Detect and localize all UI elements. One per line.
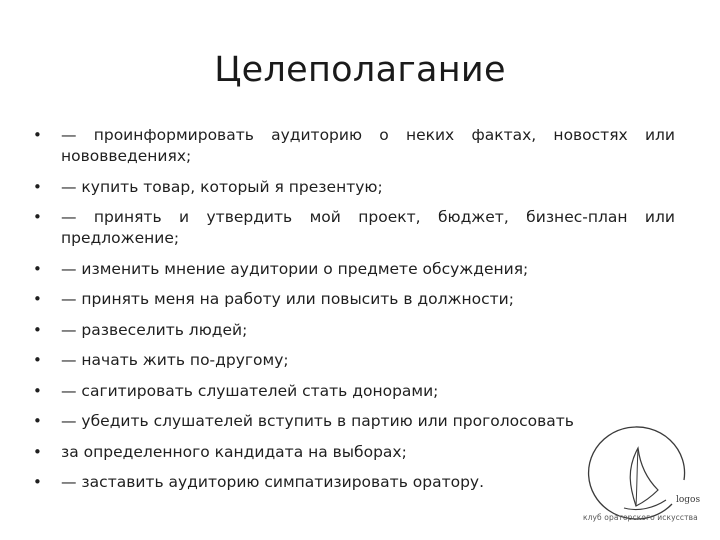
list-item [33,289,675,310]
list-item [33,381,675,402]
list-item-text: — сагитировать слушателей стать донорами; [61,381,439,400]
list-item-text: — изменить мнение аудитории о предмете обсуждения; [61,259,529,278]
sail-circle-logo-icon [580,418,708,524]
list-item [33,411,675,432]
list-item [33,259,675,280]
bullet-marker: • [33,412,42,430]
bullet-marker: • [33,473,42,491]
bullet-marker: • [33,320,42,339]
list-item-text: — принять меня на работу или повысить в должности; [61,290,514,308]
logo-caption: клуб ораторского искусства [583,513,698,522]
list-item-text: — убедить слушателей вступить в партию или проголосовать [61,412,574,430]
bullet-marker: • [33,442,42,461]
list-item [33,177,675,198]
list-item [33,320,675,341]
list-item-text: — начать жить по-другому; [61,351,289,369]
bullet-list [33,125,675,503]
list-item [33,125,675,167]
list-item-text: — развеселить людей; [61,320,248,339]
bullet-marker: • [33,208,42,226]
bullet-marker: • [33,177,42,196]
list-item [33,472,675,493]
slide-title: Целеполагание [214,50,506,90]
list-item-text: — принять и утвердить мой проект, бюджет, бизнес-план или предложение; [61,208,675,247]
list-item [33,350,675,371]
bullet-marker: • [33,381,42,400]
logo-wordmark: logos [676,495,701,505]
bullet-marker: • [33,259,42,278]
list-item-text: — проинформировать аудиторию о неких фактах, новостях или нововведениях; [61,126,675,165]
list-item [33,442,675,463]
bullet-marker: • [33,290,42,308]
bullet-marker: • [33,351,42,369]
bullet-marker: • [33,126,42,144]
list-item [33,207,675,249]
list-item-text: за определенного кандидата на выборах; [61,442,407,461]
list-item-text: — купить товар, который я презентую; [61,177,383,196]
list-item-text: — заставить аудиторию симпатизировать оратору. [61,473,485,491]
